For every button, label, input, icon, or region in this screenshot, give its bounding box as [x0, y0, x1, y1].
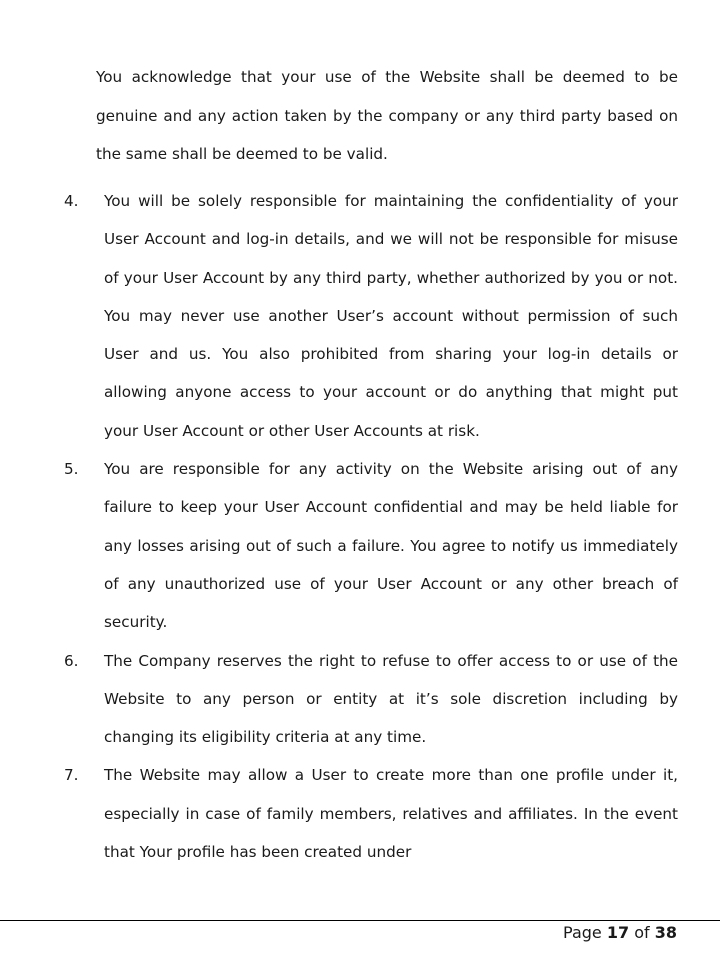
list-item-number: 7. — [64, 766, 79, 785]
page-label: Page — [563, 923, 602, 942]
total-pages-number: 38 — [654, 923, 677, 942]
list-item-number: 6. — [64, 651, 79, 670]
footer-divider — [0, 920, 720, 921]
list-item — [64, 756, 678, 871]
list-item-text: You will be solely responsible for maintaining the confidentiality of your User Account and log-in details, and we will not be responsible for misuse of your User Account by any third party, whether authorized by you or not. You may never use another User’s account without permission of such User and us. You also prohibited from sharing your log-in details or allowing anyone access to your account or do anything that might put your User Account or other User Accounts at risk. — [104, 192, 678, 440]
list-item-number: 4. — [64, 192, 79, 210]
current-page-number: 17 — [606, 923, 630, 942]
list-item — [64, 182, 678, 450]
list-item-text: The Company reserves the right to refuse to offer access to or use of the Website to any person or entity at it’s sole discretion including by changing its eligibility criteria at any time. — [104, 651, 678, 747]
of-label: of — [634, 923, 650, 942]
numbered-list — [64, 182, 678, 871]
list-item-text: You are responsible for any activity on the Website arising out of any failure to keep your User Account confidential and may be held liable for any losses arising out of such a failure. You agree to notify us immediately of any unauthorized use of your User Account or any other breach of security. — [104, 460, 678, 632]
list-item — [64, 642, 678, 757]
list-item — [64, 450, 678, 641]
list-item-number: 5. — [64, 460, 79, 479]
page-number-footer — [563, 922, 677, 944]
intro-paragraph: You acknowledge that your use of the Website shall be deemed to be genuine and any action taken by the company or any third party based on the same shall be deemed to be valid. — [96, 68, 678, 163]
list-item-text: The Website may allow a User to create more than one profile under it, especially in case of family members, relatives and affiliates. In the event that Your profile has been created under — [104, 766, 678, 862]
